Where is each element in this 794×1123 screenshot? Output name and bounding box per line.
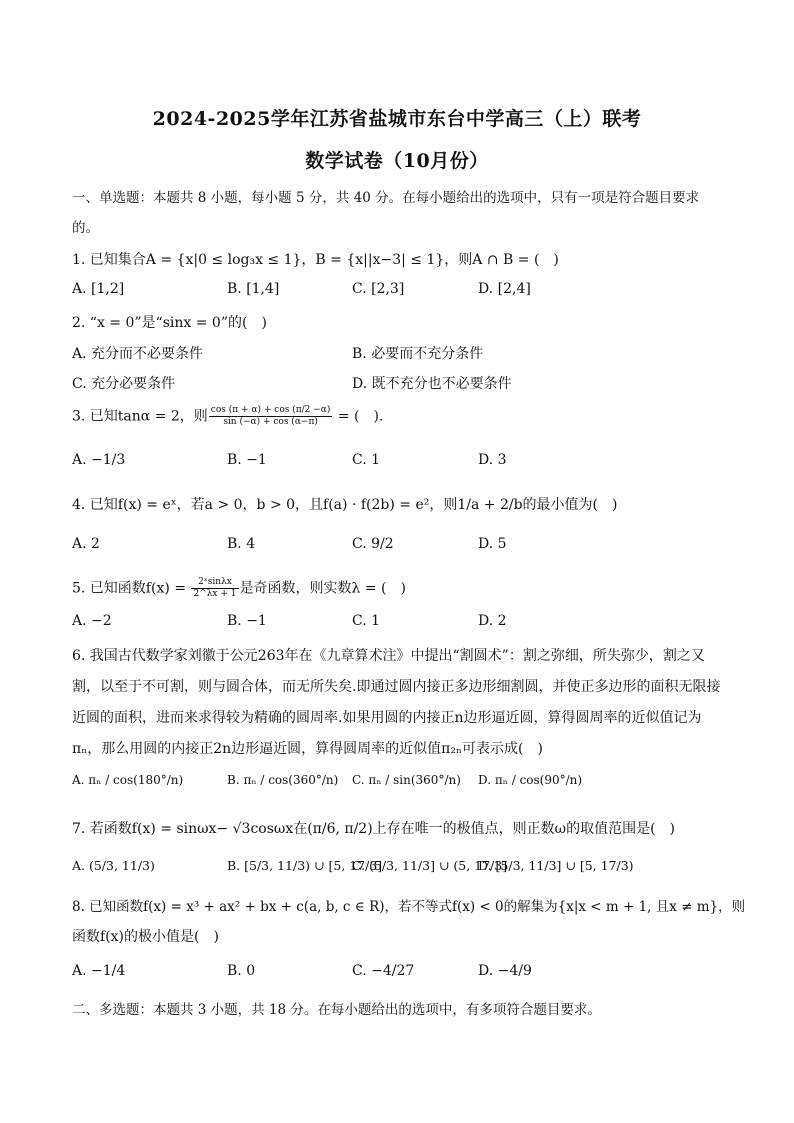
question-4-option-a: A. 2 xyxy=(72,536,100,552)
question-6-line-2: 割，以至于不可割，则与圆合体，而无所失矣.即通过圆内接正多边形细割圆，并使正多边形的面积无限接 xyxy=(72,679,721,695)
question-5-fraction xyxy=(191,577,238,600)
question-3-stem-pre: 3. 已知tanα = 2，则 xyxy=(72,408,208,425)
section1-instructions-cont: 的。 xyxy=(72,220,99,236)
question-3-stem xyxy=(72,405,722,428)
question-4-stem: 4. 已知f(x) = eˣ，若a > 0，b > 0，且f(a) · f(2b) = e²，则1/a + 2/b的最小值为( ) xyxy=(72,497,618,513)
question-3-option-d: D. 3 xyxy=(478,452,507,468)
question-3-fraction-denominator: sin (−α) + cos (α−π) xyxy=(223,417,318,427)
question-6-option-a: A. πₙ / cos(180°/n) xyxy=(72,773,184,787)
section1-instructions: 一、单选题：本题共 8 小题，每小题 5 分，共 40 分。在每小题给出的选项中，只有一项是符合题目要求 xyxy=(72,190,700,206)
question-1-option-c: C. [2,3] xyxy=(352,281,405,297)
question-1-stem: 1. 已知集合A = {x|0 ≤ log₃x ≤ 1}，B = {x||x−3| ≤ 1}，则A ∩ B = ( ) xyxy=(72,252,559,268)
question-5-option-c: C. 1 xyxy=(352,613,381,629)
question-3-option-c: C. 1 xyxy=(352,452,381,468)
question-8-line-1: 8. 已知函数f(x) = x³ + ax² + bx + c(a, b, c ∈ R)，若不等式f(x) < 0的解集为{x|x < m + 1, 且x ≠ m}，则 xyxy=(72,899,746,915)
question-7-option-c: C. (5/3, 11/3] ∪ (5, 17/3] xyxy=(352,858,508,873)
question-8-option-a: A. −1/4 xyxy=(72,963,126,979)
question-1-option-d: D. [2,4] xyxy=(478,281,531,297)
question-8-line-2: 函数f(x)的极小值是( ) xyxy=(72,929,219,945)
question-4-option-c: C. 9/2 xyxy=(352,536,394,552)
question-2-stem: 2. “x = 0”是“sinx = 0”的( ) xyxy=(72,315,267,331)
question-6-line-4: πₙ，那么用圆的内接正2n边形逼近圆，算得圆周率的近似值π₂ₙ可表示成( ) xyxy=(72,741,543,757)
question-3-fraction-numerator: cos (π + α) + cos (π/2 −α) xyxy=(210,405,331,415)
question-2-option-a: A. 充分而不必要条件 xyxy=(72,346,204,362)
question-4-option-b: B. 4 xyxy=(227,536,256,552)
question-7-option-b: B. [5/3, 11/3) ∪ [5, 17/3] xyxy=(227,858,383,873)
question-2-option-b: B. 必要而不充分条件 xyxy=(352,346,484,362)
question-3-option-b: B. −1 xyxy=(227,452,267,468)
exam-title-line2: 数学试卷（10月份） xyxy=(305,150,489,172)
question-6-option-c: C. πₙ / sin(360°/n) xyxy=(352,773,461,787)
exam-title-line1: 2024-2025学年江苏省盐城市东台中学高三（上）联考 xyxy=(152,108,642,130)
question-1-option-b: B. [1,4] xyxy=(227,281,280,297)
question-1-option-a: A. [1,2] xyxy=(72,281,125,297)
question-5-stem xyxy=(72,577,722,600)
question-5-option-d: D. 2 xyxy=(478,613,507,629)
question-5-stem-pre: 5. 已知函数f(x) = xyxy=(72,580,191,597)
question-2-option-d: D. 既不充分也不必要条件 xyxy=(352,376,512,392)
question-8-option-b: B. 0 xyxy=(227,963,256,979)
question-7-option-a: A. (5/3, 11/3) xyxy=(72,858,155,873)
question-6-option-b: B. πₙ / cos(360°/n) xyxy=(227,773,339,787)
question-3-stem-post: = ( ). xyxy=(333,408,384,425)
question-4-option-d: D. 5 xyxy=(478,536,507,552)
question-5-option-a: A. −2 xyxy=(72,613,112,629)
question-7-stem: 7. 若函数f(x) = sinωx− √3cosωx在(π/6, π/2)上存在唯一的极值点，则正数ω的取值范围是( ) xyxy=(72,821,676,837)
question-2-option-c: C. 充分必要条件 xyxy=(72,376,176,392)
question-5-fraction-denominator: 2^λx + 1 xyxy=(193,589,237,599)
question-7-option-d: D. [5/3, 11/3] ∪ [5, 17/3) xyxy=(478,858,634,873)
question-5-fraction-numerator: 2ˣsinλx xyxy=(191,577,238,589)
question-5-option-b: B. −1 xyxy=(227,613,267,629)
question-3-fraction xyxy=(209,405,333,428)
question-5-stem-post: 是奇函数，则实数λ = ( ) xyxy=(239,580,406,597)
question-6-line-1: 6. 我国古代数学家刘徽于公元263年在《九章算术注》中提出“割圆术”：割之弥细，所失弥少，割之又 xyxy=(72,648,705,664)
question-6-line-3: 近圆的面积，进而来求得较为精确的圆周率.如果用圆的内接正n边形逼近圆，算得圆周率的近似值记为 xyxy=(72,710,702,726)
question-6-option-d: D. πₙ / cos(90°/n) xyxy=(478,773,583,787)
question-8-option-c: C. −4/27 xyxy=(352,963,415,979)
question-8-option-d: D. −4/9 xyxy=(478,963,532,979)
section2-instructions: 二、多选题：本题共 3 小题，共 18 分。在每小题给出的选项中，有多项符合题目要求。 xyxy=(72,1002,601,1018)
question-3-option-a: A. −1/3 xyxy=(72,452,126,468)
